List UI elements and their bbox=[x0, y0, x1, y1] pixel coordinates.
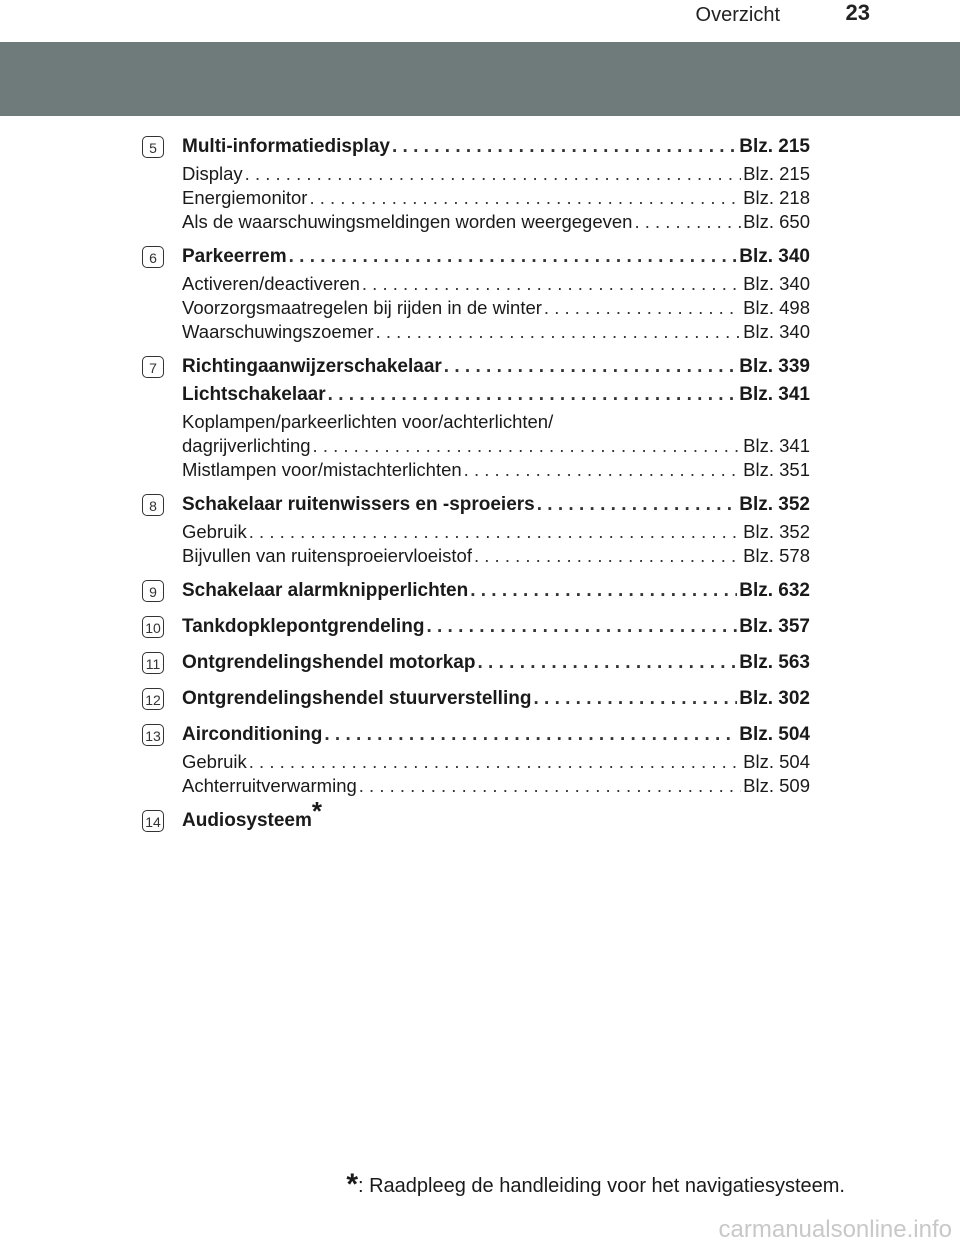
index-entry-sub[interactable] bbox=[182, 410, 810, 434]
leader-dots bbox=[376, 320, 742, 344]
chapter-title: Overzicht bbox=[695, 4, 780, 26]
index-entry-sub[interactable] bbox=[182, 774, 810, 798]
item-number-badge: 12 bbox=[142, 688, 164, 710]
index-entry-main[interactable] bbox=[182, 796, 810, 834]
index-entry-main[interactable] bbox=[182, 134, 810, 160]
entry-label: Tankdopklepontgrendeling bbox=[182, 616, 425, 637]
entry-page-ref: Blz. 498 bbox=[743, 297, 810, 318]
item-number-badge: 5 bbox=[142, 136, 164, 158]
index-section bbox=[0, 650, 810, 676]
index-entry-sub[interactable] bbox=[182, 296, 810, 320]
index-entry-main[interactable] bbox=[182, 244, 810, 270]
entry-label: Mistlampen voor/mistachterlichten bbox=[182, 459, 462, 480]
watermark: carmanualsonline.info bbox=[718, 1216, 952, 1243]
entry-label: Bijvullen van ruitensproeiervloeistof bbox=[182, 545, 472, 566]
index-entry-sub[interactable] bbox=[182, 750, 810, 774]
entry-label: Schakelaar alarmknipperlichten bbox=[182, 580, 469, 601]
footnote-star: * bbox=[346, 1168, 358, 1201]
index-entry-sub[interactable] bbox=[182, 520, 810, 544]
entry-label: Activeren/deactiveren bbox=[182, 273, 360, 294]
page-header bbox=[0, 0, 960, 32]
index-section bbox=[0, 354, 810, 482]
leader-dots bbox=[477, 650, 737, 676]
entry-page-ref: Blz. 352 bbox=[743, 521, 810, 542]
index-list bbox=[0, 134, 960, 844]
leader-dots bbox=[544, 296, 741, 320]
header-band bbox=[0, 42, 960, 116]
entry-label: Gebruik bbox=[182, 751, 247, 772]
entry-page-ref: Blz. 340 bbox=[739, 246, 810, 267]
entry-page-ref: Blz. 341 bbox=[743, 435, 810, 456]
index-entry-main[interactable] bbox=[182, 578, 810, 604]
footnote-marker: * bbox=[311, 796, 322, 826]
index-section bbox=[0, 614, 810, 640]
entry-label: Ontgrendelingshendel motorkap bbox=[182, 652, 476, 673]
leader-dots bbox=[392, 134, 737, 160]
entry-label: Energiemonitor bbox=[182, 187, 308, 208]
entry-page-ref: Blz. 563 bbox=[739, 652, 810, 673]
index-entry-main[interactable] bbox=[182, 492, 810, 518]
entry-page-ref: Blz. 215 bbox=[743, 163, 810, 184]
entry-label: Display bbox=[182, 163, 243, 184]
footnote-text: : Raadpleeg de handleiding voor het navigatiesysteem. bbox=[358, 1175, 845, 1197]
entry-label: dagrijverlichting bbox=[182, 435, 311, 456]
entry-page-ref: Blz. 578 bbox=[743, 545, 810, 566]
item-number-badge: 6 bbox=[142, 246, 164, 268]
entry-page-ref: Blz. 218 bbox=[743, 187, 810, 208]
leader-dots bbox=[474, 544, 741, 568]
leader-dots bbox=[464, 458, 741, 482]
entry-page-ref: Blz. 504 bbox=[739, 724, 810, 745]
entry-page-ref: Blz. 632 bbox=[739, 580, 810, 601]
item-number-badge: 9 bbox=[142, 580, 164, 602]
index-section bbox=[0, 492, 810, 568]
entry-label: Waarschuwingszoemer bbox=[182, 321, 374, 342]
entry-page-ref: Blz. 339 bbox=[739, 356, 810, 377]
entry-page-ref: Blz. 215 bbox=[739, 136, 810, 157]
entry-label: Voorzorgsmaatregelen bij rijden in de winter bbox=[182, 297, 542, 318]
leader-dots bbox=[533, 686, 737, 712]
entry-label: Ontgrendelingshendel stuurverstelling bbox=[182, 688, 532, 709]
entry-page-ref: Blz. 351 bbox=[743, 459, 810, 480]
index-entry-sub[interactable] bbox=[182, 544, 810, 568]
leader-dots bbox=[426, 614, 737, 640]
entry-label: Parkeerrem bbox=[182, 246, 287, 267]
item-number-badge: 10 bbox=[142, 616, 164, 638]
index-entry-main[interactable] bbox=[182, 614, 810, 640]
index-entry-main[interactable] bbox=[182, 722, 810, 748]
entry-label: Richtingaanwijzerschakelaar bbox=[182, 356, 442, 377]
leader-dots bbox=[470, 578, 737, 604]
leader-dots bbox=[444, 354, 737, 380]
leader-dots bbox=[362, 272, 741, 296]
entry-page-ref: Blz. 357 bbox=[739, 616, 810, 637]
leader-dots bbox=[324, 722, 737, 748]
index-entry-sub[interactable] bbox=[182, 186, 810, 210]
leader-dots bbox=[313, 434, 742, 458]
index-entry-main[interactable] bbox=[182, 650, 810, 676]
entry-page-ref: Blz. 340 bbox=[743, 273, 810, 294]
item-number-badge: 8 bbox=[142, 494, 164, 516]
entry-label: Als de waarschuwingsmeldingen worden weergegeven bbox=[182, 211, 633, 232]
index-entry-main[interactable] bbox=[182, 686, 810, 712]
leader-dots bbox=[328, 382, 738, 408]
index-entry-sub[interactable] bbox=[182, 210, 810, 234]
leader-dots bbox=[245, 162, 741, 186]
entry-label: Multi-informatiedisplay bbox=[182, 136, 390, 157]
leader-dots bbox=[309, 186, 741, 210]
index-section bbox=[0, 796, 810, 834]
entry-label: Lichtschakelaar bbox=[182, 384, 326, 405]
index-entry-sub[interactable] bbox=[182, 162, 810, 186]
leader-dots bbox=[289, 244, 738, 270]
item-number-badge: 14 bbox=[142, 810, 164, 832]
leader-dots bbox=[359, 774, 741, 798]
index-section bbox=[0, 722, 810, 798]
leader-dots bbox=[537, 492, 738, 518]
entry-label: Schakelaar ruitenwissers en -sproeiers bbox=[182, 494, 535, 515]
index-entry-sub[interactable] bbox=[182, 434, 810, 458]
entry-label: Gebruik bbox=[182, 521, 247, 542]
entry-label: Achterruitverwarming bbox=[182, 775, 357, 796]
entry-page-ref: Blz. 340 bbox=[743, 321, 810, 342]
leader-dots bbox=[249, 520, 741, 544]
index-entry-sub[interactable] bbox=[182, 320, 810, 344]
index-entry-main[interactable] bbox=[182, 382, 810, 408]
footnote bbox=[346, 1168, 845, 1202]
page-number: 23 bbox=[845, 0, 870, 25]
entry-page-ref: Blz. 341 bbox=[739, 384, 810, 405]
index-section bbox=[0, 686, 810, 712]
leader-dots bbox=[634, 210, 741, 234]
entry-label: Airconditioning bbox=[182, 724, 323, 745]
entry-label: Koplampen/parkeerlichten voor/achterlichten/ bbox=[182, 411, 554, 432]
entry-page-ref: Blz. 504 bbox=[743, 751, 810, 772]
item-number-badge: 7 bbox=[142, 356, 164, 378]
item-number-badge: 11 bbox=[142, 652, 164, 674]
entry-page-ref: Blz. 352 bbox=[739, 494, 810, 515]
index-entry-sub[interactable] bbox=[182, 272, 810, 296]
index-section bbox=[0, 134, 810, 234]
entry-page-ref: Blz. 650 bbox=[743, 211, 810, 232]
entry-page-ref: Blz. 509 bbox=[743, 775, 810, 796]
index-entry-sub[interactable] bbox=[182, 458, 810, 482]
index-section bbox=[0, 578, 810, 604]
item-number-badge: 13 bbox=[142, 724, 164, 746]
entry-label: Audiosysteem bbox=[182, 810, 312, 831]
entry-page-ref: Blz. 302 bbox=[739, 688, 810, 709]
index-section bbox=[0, 244, 810, 344]
leader-dots bbox=[249, 750, 741, 774]
index-entry-main[interactable] bbox=[182, 354, 810, 380]
